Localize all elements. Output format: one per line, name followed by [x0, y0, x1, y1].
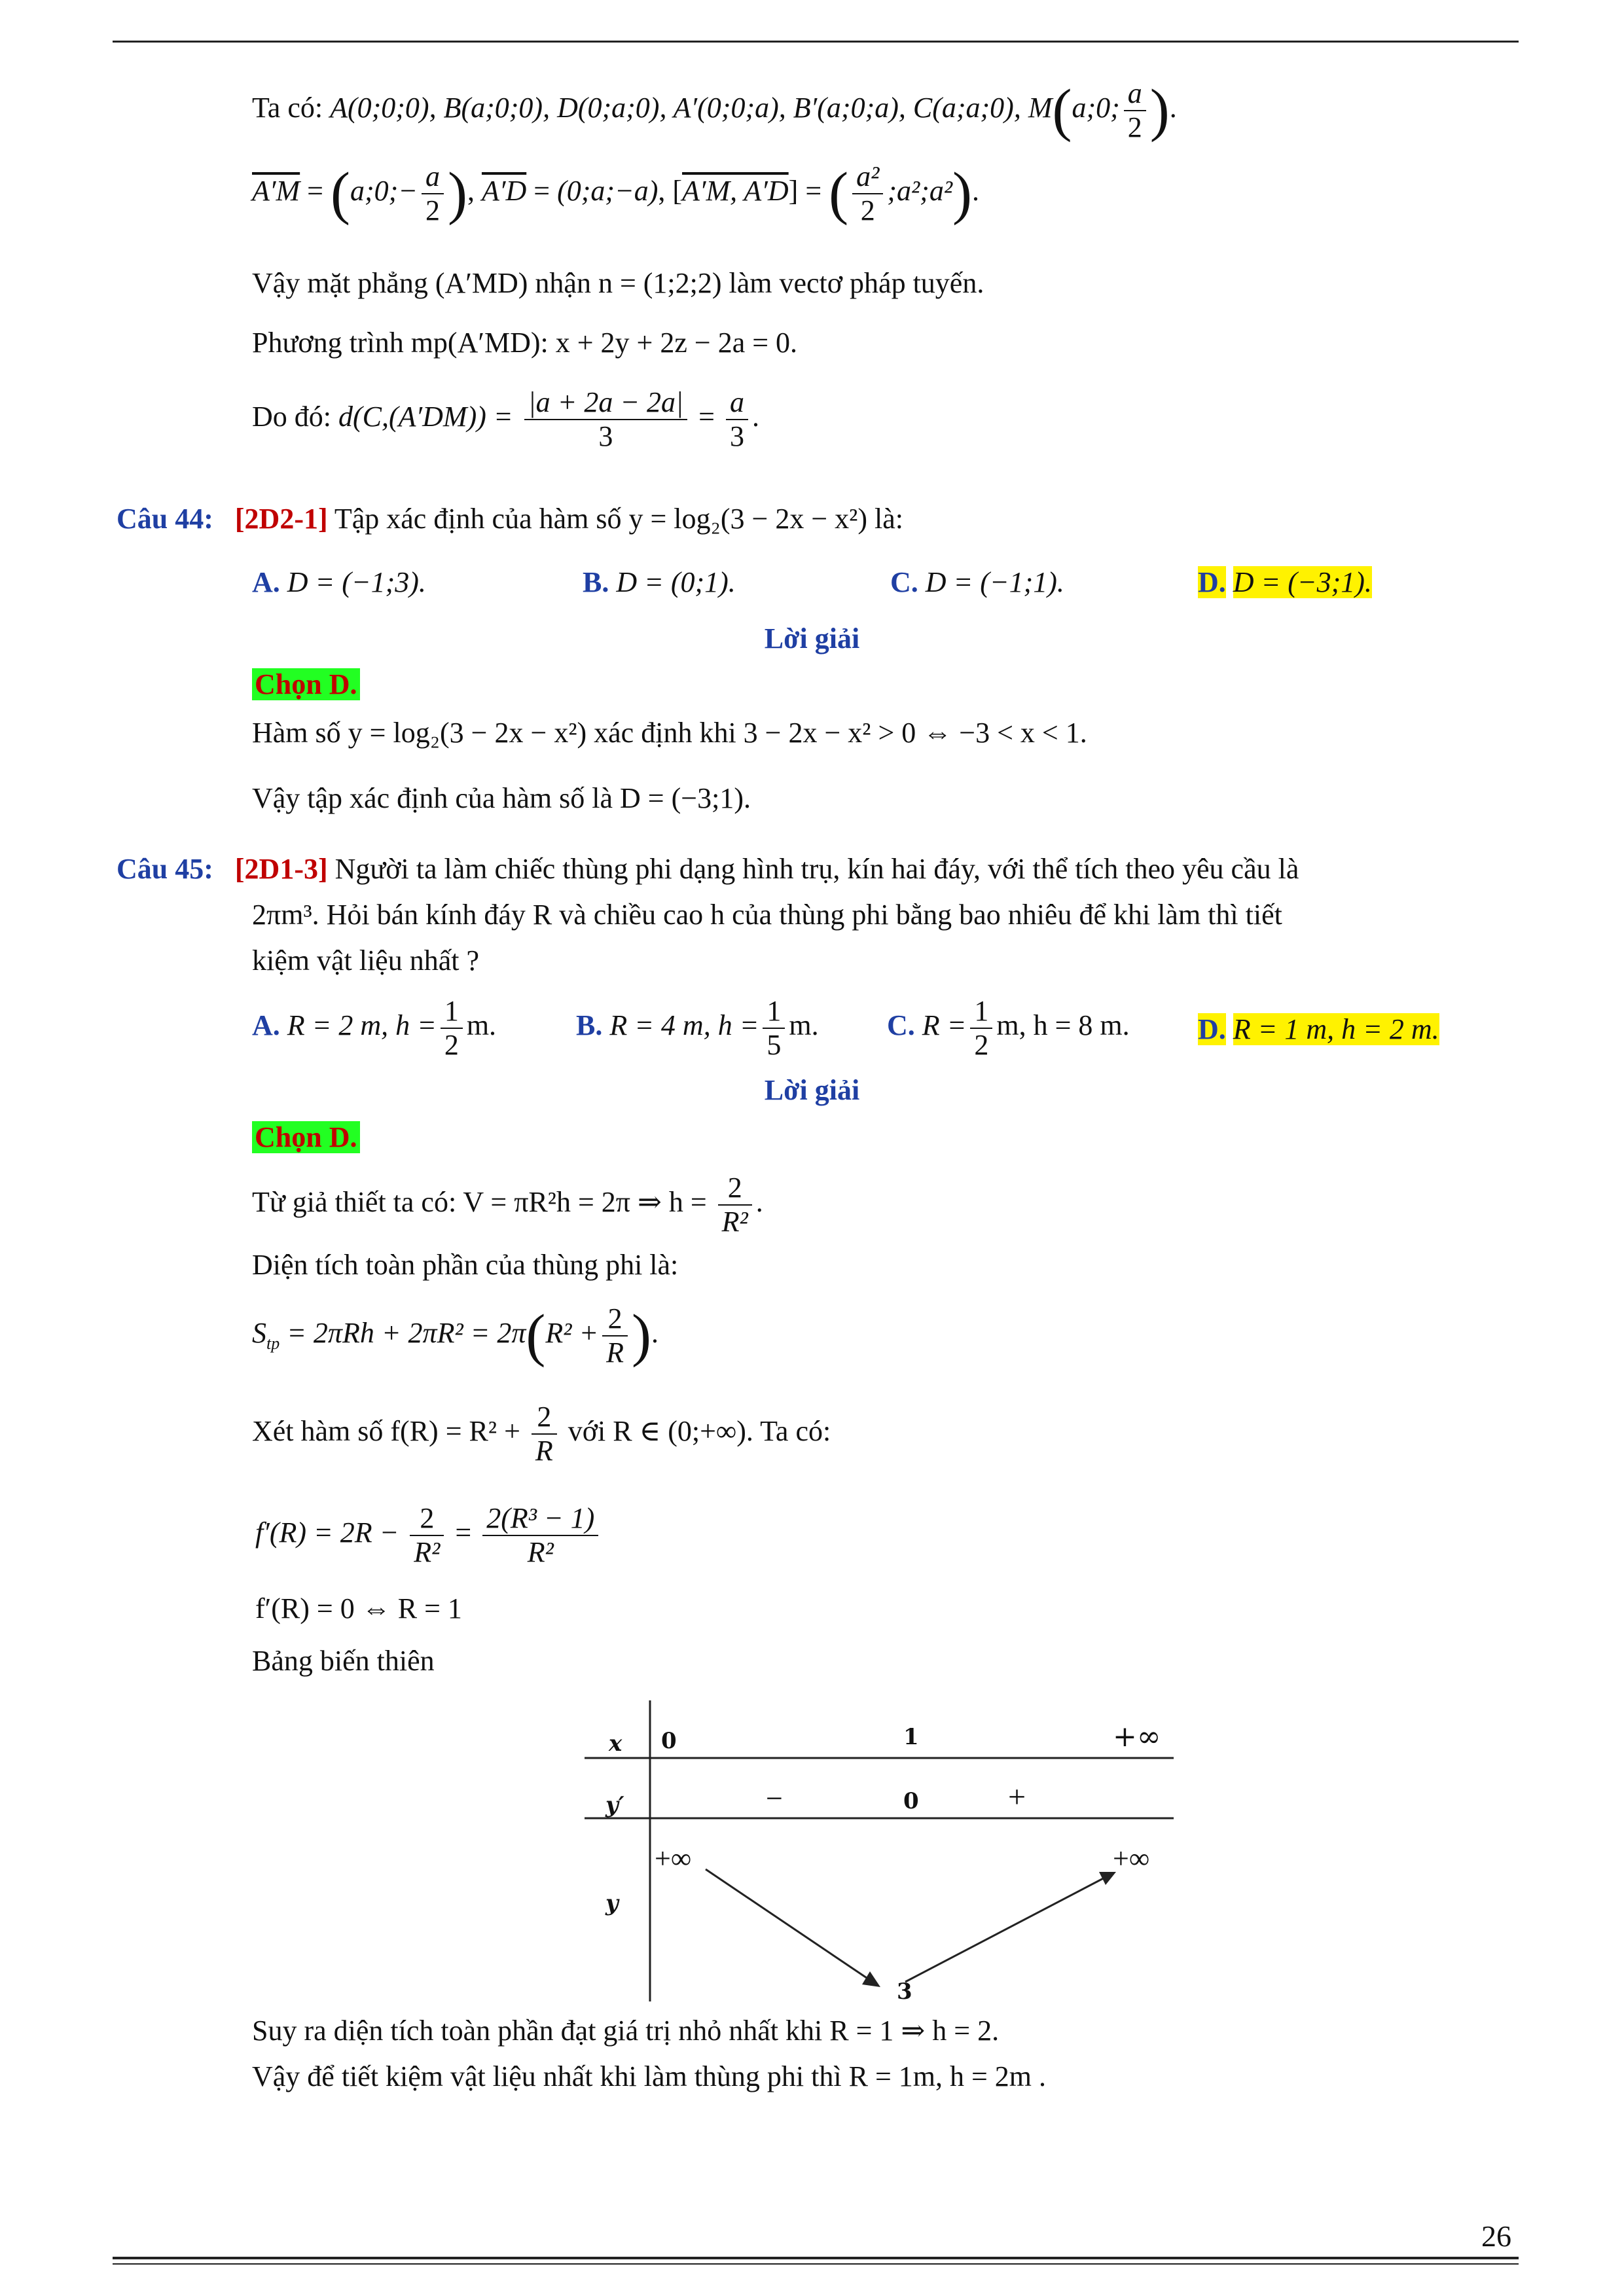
- bbt-yp-0: −: [766, 1782, 783, 1815]
- bottom-rule-1: [113, 2257, 1519, 2259]
- q44-choice-text: Chọn D.: [252, 668, 360, 700]
- cross-label: A′M, A′D: [682, 175, 789, 207]
- q44-option-a-letter: A.: [252, 566, 280, 598]
- m-frac-den: 2: [1127, 111, 1142, 143]
- distance-num: |a + 2a − 2a|: [524, 386, 688, 420]
- q45-number: Câu 45:: [117, 853, 213, 885]
- q45-option-d[interactable]: [1198, 1011, 1439, 1048]
- q45-step5-num2: 2(R³ − 1): [482, 1502, 598, 1536]
- coords-label: Ta có:: [252, 92, 323, 124]
- bbt-y-0: +∞: [655, 1842, 692, 1874]
- q44-option-a-text: D = (−1;3).: [287, 566, 426, 598]
- q45-option-c-post: m, h = 8 m.: [996, 1009, 1130, 1042]
- q45-option-b-post: m.: [789, 1009, 819, 1042]
- q45-option-a[interactable]: [252, 995, 496, 1062]
- q45-step3-den: R: [606, 1336, 624, 1369]
- q44-option-d-text: D = (−3;1).: [1233, 566, 1372, 598]
- q45-option-b[interactable]: [576, 995, 819, 1062]
- vec-am-num: a: [422, 160, 444, 194]
- q45-step5-den1: R²: [414, 1536, 441, 1568]
- vec-ad: A′D: [481, 175, 527, 207]
- cross-rest: ;a²;a²: [887, 175, 953, 207]
- coords-line: Ta có: A(0;0;0), B(a;0;0), D(0;a;0), A′(0;0;a), B′(a;0;a), C(a;a;0), M(a;0; $\frac{a}{2}$ ).: [252, 77, 1177, 143]
- cross-num: a²: [852, 160, 883, 194]
- q45-step1-pre: Từ giả thiết ta có: V = πR²h = 2π ⇒ h =: [252, 1186, 707, 1219]
- q45-step1: Từ giả thiết ta có: V = πR²h = 2π ⇒ h = $\frac{2}{\text{R²}}$ .: [252, 1172, 763, 1238]
- q45-option-d-letter: D.: [1198, 1013, 1226, 1045]
- q45-step3-sub: tp: [266, 1333, 280, 1353]
- cross-den: 2: [860, 194, 875, 226]
- q44-option-b[interactable]: [583, 564, 736, 601]
- bbt-arrow-up: [905, 1876, 1108, 1982]
- bbt-y-2: +∞: [1113, 1842, 1150, 1874]
- q45-step4: [252, 1401, 831, 1467]
- bbt-x-2: +∞: [1113, 1720, 1161, 1753]
- vectors-line: A′M = (a;0;− $\frac{a}{2}$ ), A′D = (0;a;−a), [A′M, A′D] = ( $\frac{\text{a²}}{2}$ ;a²;a²).: [252, 160, 979, 226]
- q44-option-c-letter: C.: [890, 566, 918, 598]
- q45-step9: Vậy để tiết kiệm vật liệu nhất khi làm thùng phi thì R = 1m, h = 2m .: [252, 2060, 1047, 2092]
- q45-step3-pre: S: [252, 1317, 266, 1350]
- q44-number: Câu 44:: [117, 503, 213, 535]
- bbt-x-1: 1: [903, 1724, 919, 1750]
- q45-text2: 2πm³. Hỏi bán kính đáy R và chiều cao h của thùng phi bằng bao nhiêu để khi làm thì tiết: [252, 899, 1282, 931]
- bbt-yp-1: 0: [903, 1788, 919, 1814]
- q45-option-c-pre: R =: [922, 1009, 967, 1042]
- q45-heading: [117, 851, 1299, 888]
- q45-option-c-num: 1: [970, 995, 992, 1029]
- q45-option-c-letter: C.: [887, 1009, 915, 1042]
- q45-step5-pre: f′(R) = 2R −: [255, 1516, 399, 1549]
- q45-option-b-letter: B.: [576, 1009, 603, 1042]
- q44-step2: Vậy tập xác định của hàm số là D = (−3;1).: [252, 782, 751, 814]
- q45-option-a-num: 1: [441, 995, 463, 1029]
- q45-option-a-pre: R = 2 m, h =: [287, 1009, 437, 1042]
- q44-option-a[interactable]: [252, 564, 426, 601]
- q44-option-d[interactable]: [1198, 564, 1372, 601]
- q45-choice: [252, 1119, 360, 1156]
- q45-option-c-den: 2: [974, 1029, 989, 1061]
- q45-option-c[interactable]: [887, 995, 1130, 1062]
- q45-step5-num1: 2: [410, 1502, 444, 1536]
- bbt-y-1: 3: [897, 1979, 912, 2005]
- vec-ad-val: (0;a;−a): [557, 175, 659, 207]
- q44-step1: Hàm số y = log₂(3 − 2x − x²) xác định khi 3 − 2x − x² > 0 ⇔ −3 < x < 1.: [252, 717, 1087, 749]
- m-frac-num: a: [1124, 77, 1146, 111]
- q45-solution-title: Lời giải: [764, 1074, 860, 1106]
- points-list: A(0;0;0), B(a;0;0), D(0;a;0), A′(0;0;a), B′(a;0;a), C(a;a;0), M: [330, 92, 1053, 124]
- bbt-arrow-down: [706, 1869, 873, 1982]
- q45-step4-post: với R ∈ (0;+∞). Ta có:: [568, 1415, 831, 1448]
- distance-label: Do đó:: [252, 401, 331, 433]
- m-coord: a;0;: [1072, 92, 1120, 124]
- vec-am-prefix: a;0;−: [350, 175, 418, 207]
- bbt-x-0: 0: [661, 1728, 677, 1754]
- page-number: 26: [1481, 2219, 1511, 2253]
- plane-equation-line: Phương trình mp(A′MD): x + 2y + 2z − 2a = 0.: [252, 327, 798, 359]
- bbt-yp-2: +: [1008, 1780, 1026, 1814]
- q44-text: Tập xác định của hàm số y = log₂(3 − 2x − x²) là:: [334, 503, 903, 535]
- q44-choice: [252, 666, 360, 703]
- q44-tag: [2D2-1]: [234, 503, 328, 535]
- distance-den: 3: [598, 420, 613, 452]
- q45-step8: Suy ra diện tích toàn phần đạt giá trị nhỏ nhất khi R = 1 ⇒ h = 2.: [252, 2015, 1000, 2047]
- q44-option-c-text: D = (−1;1).: [925, 566, 1064, 598]
- q45-step3-num: 2: [602, 1302, 628, 1336]
- q45-step6: f′(R) = 0 ⇔ R = 1: [255, 1592, 462, 1624]
- q45-step5-den2: R²: [527, 1536, 554, 1568]
- q45-step4-pre: Xét hàm số f(R) = R² +: [252, 1415, 520, 1448]
- q45-step7: Bảng biến thiên: [252, 1645, 435, 1677]
- distance-line: Do đó: d(C,(A′DM)) = $\frac{|a + 2a - 2a|}{3}$ = $\frac{a}{3}$ .: [252, 386, 759, 452]
- q44-option-b-text: D = (0;1).: [616, 566, 736, 598]
- q45-step3-mid: = 2πRh + 2πR² = 2π: [280, 1317, 526, 1350]
- q45-text1: Người ta làm chiếc thùng phi dạng hình trụ, kín hai đáy, với thể tích theo yêu cầu là: [334, 853, 1299, 885]
- q45-option-a-post: m.: [466, 1009, 497, 1042]
- q45-step3-in: R² +: [545, 1317, 599, 1350]
- distance-expr: d(C,(A′DM)) =: [338, 401, 513, 433]
- q45-step1-den: R²: [721, 1206, 748, 1238]
- distance-res-num: a: [726, 386, 748, 420]
- q45-step2: Diện tích toàn phần của thùng phi là:: [252, 1249, 679, 1281]
- q45-step5: f′(R) = 2R − $\frac{2}{\text{R²}}$ = $\frac{\text{2(R³ − 1)}}{\text{R²}}$: [255, 1502, 602, 1569]
- normal-vector-line: Vậy mặt phẳng (A′MD) nhận n = (1;2;2) làm vectơ pháp tuyến.: [252, 267, 984, 299]
- q45-option-d-text: R = 1 m, h = 2 m.: [1233, 1013, 1439, 1045]
- q44-option-b-letter: B.: [583, 566, 609, 598]
- vec-am-den: 2: [425, 194, 440, 226]
- q45-option-b-den: 5: [767, 1029, 782, 1061]
- q45-step1-num: 2: [718, 1172, 752, 1206]
- bbt-y-label: y: [605, 1890, 619, 1916]
- distance-res-den: 3: [729, 420, 744, 452]
- q44-solution-title: Lời giải: [764, 622, 860, 655]
- q45-option-b-num: 1: [763, 995, 785, 1029]
- q45-tag: [2D1-3]: [234, 853, 328, 885]
- q44-option-c[interactable]: [890, 564, 1064, 601]
- q44-heading: [117, 501, 903, 537]
- q45-step3: $S_{tp} = 2\pi Rh + 2\pi R^2 = 2\pi(R^2$ + $\frac{2}{R}$ ).: [252, 1302, 659, 1369]
- q45-step4-den: R: [535, 1435, 553, 1467]
- vec-am: A′M: [252, 175, 300, 207]
- q45-option-b-pre: R = 4 m, h =: [609, 1009, 759, 1042]
- bbt-yp-label: y′: [605, 1792, 624, 1818]
- bottom-rule-2: [113, 2263, 1519, 2265]
- q45-step4-num: 2: [532, 1401, 557, 1435]
- q45-option-a-letter: A.: [252, 1009, 280, 1042]
- bbt-x-label: x: [609, 1731, 623, 1757]
- bbt-arrow-down-head: [862, 1971, 880, 1987]
- top-rule: [113, 41, 1519, 43]
- q44-option-d-letter: D.: [1198, 566, 1226, 598]
- q45-choice-text: Chọn D.: [252, 1121, 360, 1153]
- q45-option-a-den: 2: [444, 1029, 459, 1061]
- q45-text3: kiệm vật liệu nhất ?: [252, 944, 479, 977]
